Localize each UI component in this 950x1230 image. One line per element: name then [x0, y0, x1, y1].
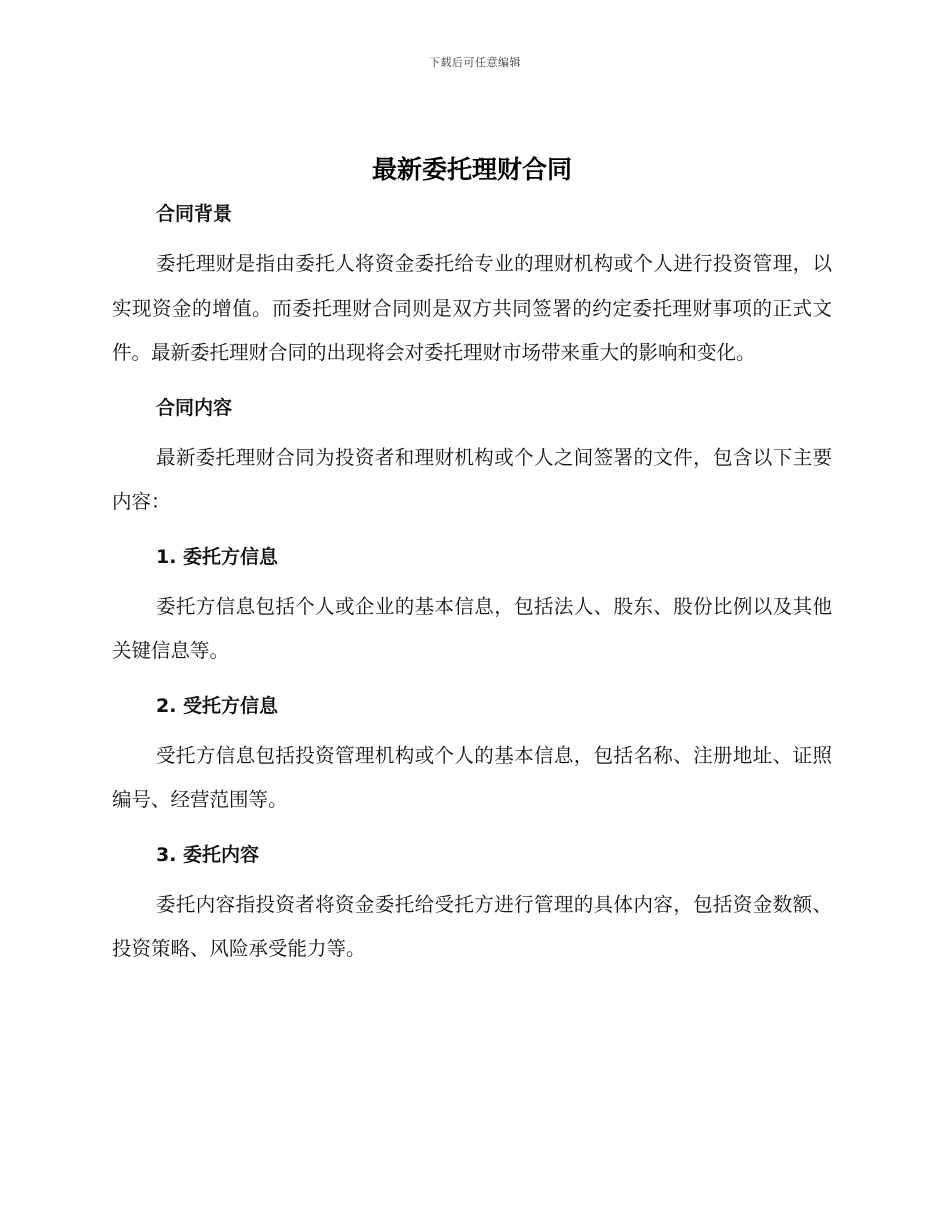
section-heading: 2. 受托方信息: [156, 694, 279, 717]
section-trustee-info: [112, 684, 832, 823]
section-background: [112, 192, 832, 376]
page-header-note: 下载后可任意编辑: [429, 56, 521, 69]
section-contract-content: [112, 386, 832, 525]
section-heading: 1. 委托方信息: [156, 545, 279, 568]
section-paragraph: 委托内容指投资者将资金委托给受托方进行管理的具体内容，包括资金数额、投资策略、风险承受能力等。: [112, 892, 832, 960]
section-heading: 合同内容: [156, 396, 233, 419]
section-paragraph: 受托方信息包括投资管理机构或个人的基本信息，包括名称、注册地址、证照编号、经营范围等。: [112, 743, 832, 811]
section-paragraph: 委托理财是指由委托人将资金委托给专业的理财机构或个人进行投资管理，以实现资金的增值。而委托理财合同则是双方共同签署的约定委托理财事项的正式文件。最新委托理财合同的出现将会对委托理财市场带来重大的影响和变化。: [112, 252, 832, 364]
section-entrustment-content: [112, 833, 832, 972]
section-principal-info: [112, 535, 832, 674]
section-heading: 3. 委托内容: [156, 843, 260, 866]
section-paragraph: 最新委托理财合同为投资者和理财机构或个人之间签署的文件，包含以下主要内容：: [112, 445, 832, 513]
section-paragraph: 委托方信息包括个人或企业的基本信息，包括法人、股东、股份比例以及其他关键信息等。: [112, 594, 832, 662]
document-body: [112, 148, 832, 972]
section-heading: 合同背景: [156, 203, 233, 225]
document-title: 最新委托理财合同: [371, 155, 572, 184]
